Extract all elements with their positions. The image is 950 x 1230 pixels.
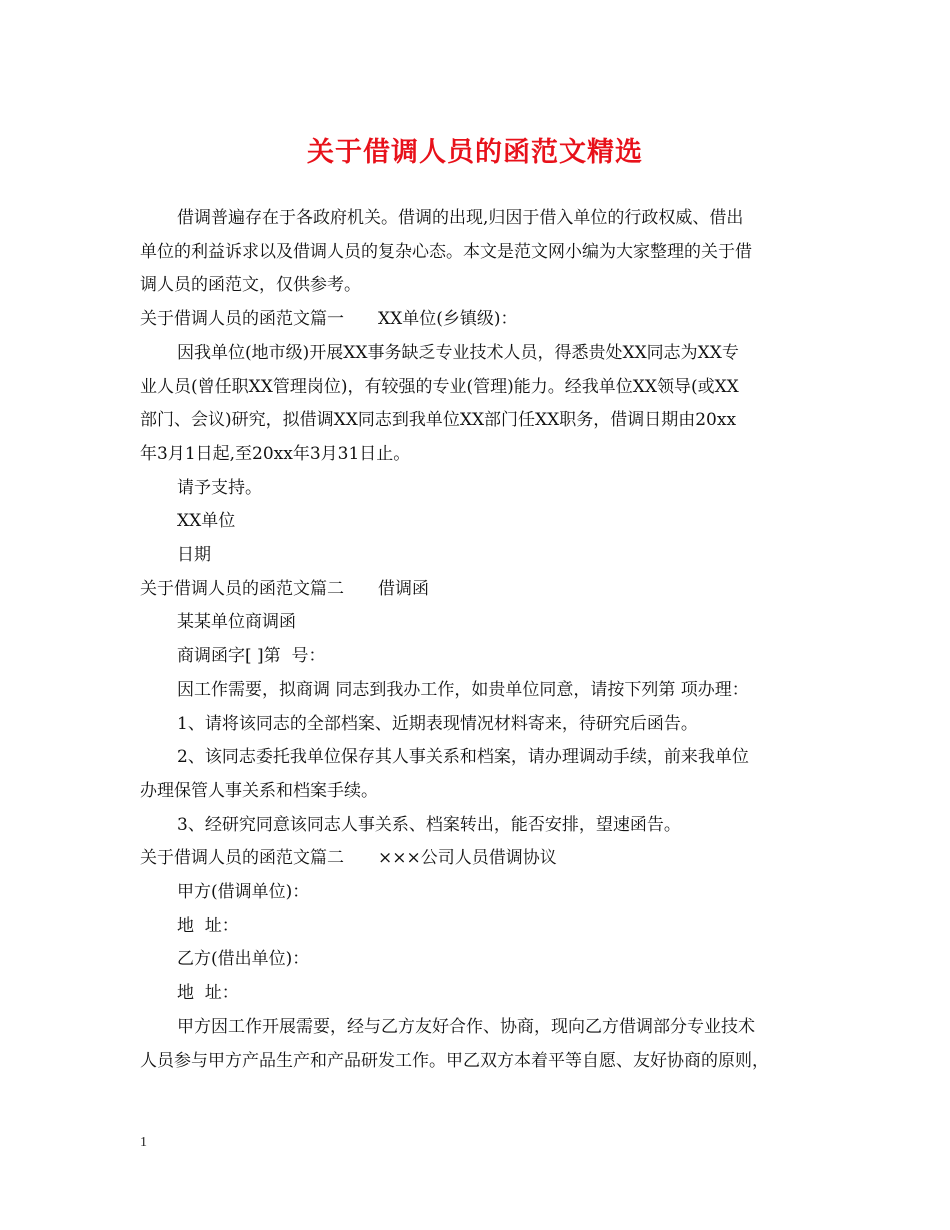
body-line: 地 址： (177, 915, 239, 936)
body-line: 3、经研究同意该同志人事关系、档案转出，能否安排，望速函告。 (177, 814, 681, 835)
body-line: 办理保管人事关系和档案手续。 (140, 780, 378, 801)
body-line: 调人员的函范文，仅供参考。 (140, 275, 361, 296)
body-line: 商调函字[ ]第 号： (177, 646, 326, 667)
body-line: 请予支持。 (177, 477, 262, 498)
body-line: 因我单位(地市级)开展XX事务缺乏专业技术人员，得悉贵处XX同志为XX专 (177, 342, 739, 363)
body-line: 关于借调人员的函范文篇二 借调函 (140, 578, 429, 599)
page-number: 1 (140, 1135, 147, 1150)
body-line: 日期 (177, 545, 211, 566)
document-title: 关于借调人员的函范文精选 (307, 137, 643, 168)
body-line: 借调普遍存在于各政府机关。借调的出现,归因于借入单位的行政权威、借出 (177, 208, 744, 228)
body-line: 2、该同志委托我单位保存其人事关系和档案，请办理调动手续，前来我单位 (177, 747, 749, 768)
body-line: 部门、会议)研究，拟借调XX同志到我单位XX部门任XX职务，借调日期由20xx (140, 410, 737, 431)
body-line: 甲方因工作开展需要，经与乙方友好合作、协商，现向乙方借调部分专业技术 (177, 1016, 755, 1037)
body-line: 人员参与甲方产品生产和产品研发工作。甲乙双方本着平等自愿、友好协商的原则， (140, 1050, 769, 1071)
body-line: 地 址： (177, 983, 239, 1004)
body-line: XX单位 (177, 511, 236, 532)
body-line: 年3月1日起,至20xx年3月31日止。 (140, 443, 411, 464)
body-line: 关于借调人员的函范文篇二 ×××公司人员借调协议 (140, 848, 557, 869)
body-line: 业人员(曾任职XX管理岗位)，有较强的专业(管理)能力。经我单位XX领导(或XX (140, 376, 739, 397)
body-line: 1、请将该同志的全部档案、近期表现情况材料寄来，待研究后函告。 (177, 713, 698, 734)
body-line: 因工作需要，拟商调 同志到我办工作，如贵单位同意，请按下列第 项办理： (177, 679, 749, 700)
body-line: 甲方(借调单位)： (177, 882, 310, 903)
body-line: 关于借调人员的函范文篇一 XX单位(乡镇级)： (140, 309, 518, 330)
body-line: 乙方(借出单位)： (177, 949, 310, 970)
document-body (140, 202, 812, 1078)
body-line: 某某单位商调函 (177, 612, 296, 633)
body-line: 单位的利益诉求以及借调人员的复杂心态。本文是范文网小编为大家整理的关于借 (140, 241, 752, 262)
